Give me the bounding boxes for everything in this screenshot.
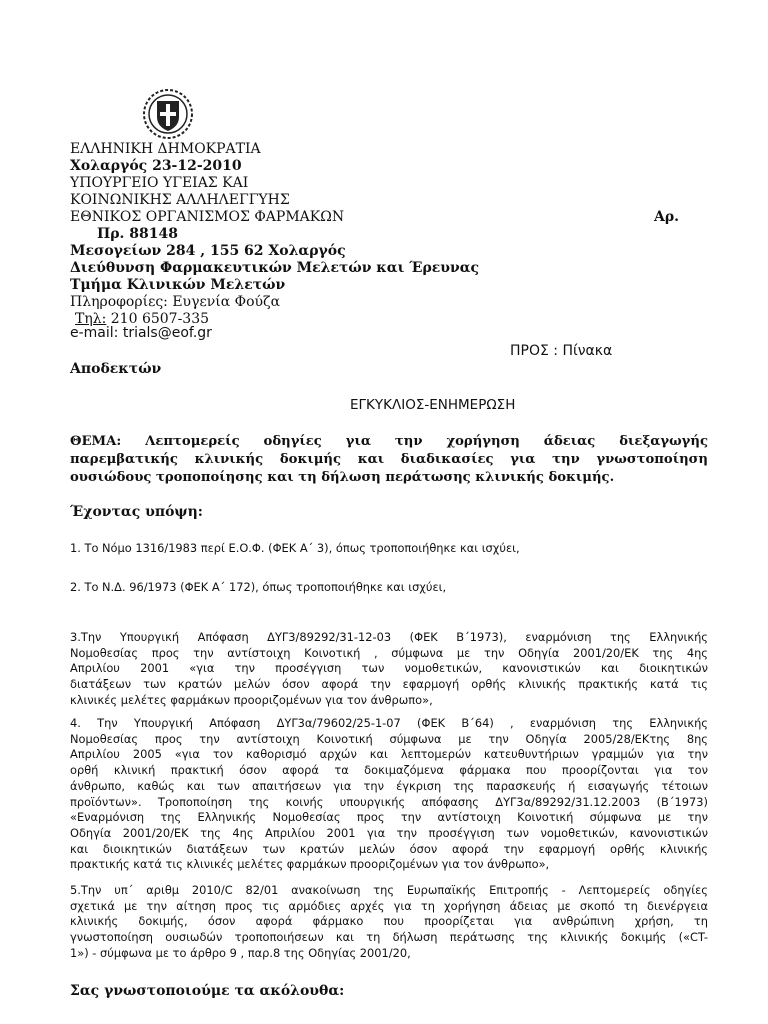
item-line: 2. Το Ν.Δ. 96/1973 (ΦΕΚ Α΄ 172), όπως τροποποιήθηκε και ισχύει, [70,580,447,594]
recipients-label: Αποδεκτών [70,361,162,377]
item-line: 1. Το Νόμο 1316/1983 περί Ε.Ο.Φ. (ΦΕΚ Α΄ 3), όπως τροποποιήθηκε και ισχύει, [70,541,520,555]
item-line: πρακτικής κατά τις κλινικές μελέτες φαρμάκων προοριζομένων για τον άνθρωπο», [70,857,550,872]
item-line: «Εναρμόνιση της Ελληνικής Νομοθεσίας προς την αντίστοιχη Κοινοτική σύμφωνα με την [70,810,708,825]
item-line: 1») - σύμφωνα με το άρθρο 9 , παρ.8 της Οδηγίας 2001/20, [70,945,411,960]
organization-name: ΕΘΝΙΚΟΣ ΟΡΓΑΝΙΣΜΟΣ ΦΑΡΜΑΚΩΝ [70,209,345,225]
subject-line: ΘΕΜΑ: Λεπτομερείς οδηγίες για την χορήγηση άδειας διεξαγωγής [70,434,708,449]
item-2 [70,580,708,596]
item-line: 4. Την Υπουργική Απόφαση ΔΥΓ3α/79602/25-1-07 (ΦΕΚ Β΄64) , εναρμόνιση της Ελληνικής [70,716,708,730]
item-4 [70,716,708,873]
item-line: Απριλίου 2005 «για τον καθορισμό αρχών και λεπτομερών κατευθυντήριων γραμμών για την [70,747,708,762]
directorate: Διεύθυνση Φαρμακευτικών Μελετών και Έρευνας [70,260,480,276]
ministry-line-1: ΥΠΟΥΡΓΕΙΟ ΥΓΕΙΑΣ ΚΑΙ [70,175,249,191]
item-line: Οδηγία 2001/20/ΕΚ της 4ης Απριλίου 2001 για την προσέγγιση των νομοθετικών, κανονιστικών [70,825,708,840]
telephone-value: 210 6507-335 [106,311,210,327]
item-line: 5.Την υπ΄ αριθμ 2010/C 82/01 ανακοίνωση της Ευρωπαϊκής Επιτροπής - Λεπτομερείς οδηγίες [70,883,708,897]
item-line: Απριλίου 2001 «για την προσέγγιση των νομοθετικών, κανονιστικών και διοικητικών [70,661,708,676]
hellenic-emblem-icon [142,88,194,140]
item-line: κλινικής δοκιμής, όσον αφορά φάρμακο που προορίζεται για ανθρώπινη χρήση, τη [70,914,708,929]
ministry-line-2: ΚΟΙΝΩΝΙΚΗΣ ΑΛΛΗΛΕΓΓΥΗΣ [70,192,290,208]
addressee: ΠΡΟΣ : Πίνακα [510,343,613,359]
closing-heading: Σας γνωστοποιούμε τα ακόλουθα: [70,983,345,999]
item-1 [70,541,708,557]
item-line: προϊόντων». Τροποποίηση της κοινής υπουργικής απόφασης ΔΥΓ3α/89292/31.12.2003 (Β΄1973) [70,794,708,809]
subject-line: παρεμβατικής κλινικής δοκιμής και διαδικασίες για την γνωστοποίηση [70,452,708,467]
subject [70,433,708,487]
item-line: 3.Την Υπουργική Απόφαση ΔΥΓ3/89292/31-12-03 (ΦΕΚ Β΄1973), εναρμόνιση της Ελληνικής [70,630,708,644]
item-line: ορθή κλινική πρακτική όσον αφορά τα δοκιμαζόμενα φάρμακα που προορίζονται για τον [70,763,708,778]
item-line: Νομοθεσίας προς την αντίστοιχη Κοινοτική σύμφωνα με την Οδηγία 2005/28/ΕΚτης 8ης [70,731,708,746]
item-line: και διοικητικών διατάξεων των κρατών μελών όσον αφορά την εφαρμογή ορθής κλινικής [70,841,708,856]
ar-label: Αρ. [654,209,680,225]
information-contact: Πληροφορίες: Ευγενία Φούζα [70,294,281,310]
item-3 [70,630,708,709]
email: e-mail: trials@eof.gr [70,325,212,341]
item-line: διατάξεων των κρατών μελών όσον αφορά την εφαρμογή ορθής κλινικής πρακτικής κατά τις [70,677,708,692]
item-line: άνθρωπο, καθώς και των απαιτήσεων για την έγκριση της παρασκευής ή εισαγωγής τέτοιων [70,778,708,793]
item-line: Νομοθεσίας προς την αντίστοιχη Κοινοτική , σύμφωνα με την Οδηγία 2001/20/ΕΚ της 4ης [70,645,708,660]
department: Τμήμα Κλινικών Μελετών [70,277,286,293]
considering-heading: Έχοντας υπόψη: [70,504,203,520]
document-type: ΕΓΚΥΚΛΙΟΣ-ΕΝΗΜΕΡΩΣΗ [350,397,516,413]
telephone-label: Τηλ: [75,311,107,327]
item-5 [70,883,708,962]
subject-line: ουσιώδους τροποποίησης και τη δήλωση περάτωσης κλινικής δοκιμής. [70,470,615,485]
item-line: γνωστοποίηση ουσιωδών τροποποιήσεων και τη δήλωση περάτωσης της κλινικής δοκιμής («CT- [70,930,708,945]
address: Μεσογείων 284 , 155 62 Χολαργός [70,243,346,259]
item-line: σχετικά με την αίτηση προς τις αρμόδιες αρχές για τη χορήγηση άδειας με σκοπό τη διενέργεια [70,898,708,913]
protocol-number: Πρ. 88148 [97,226,178,242]
place-date: Χολαργός 23-12-2010 [70,158,242,174]
republic-name: ΕΛΛΗΝΙΚΗ ΔΗΜΟΚΡΑΤΙΑ [70,141,261,157]
item-line: κλινικές μελέτες φαρμάκων προοριζομένων για τον άνθρωπο», [70,692,433,707]
